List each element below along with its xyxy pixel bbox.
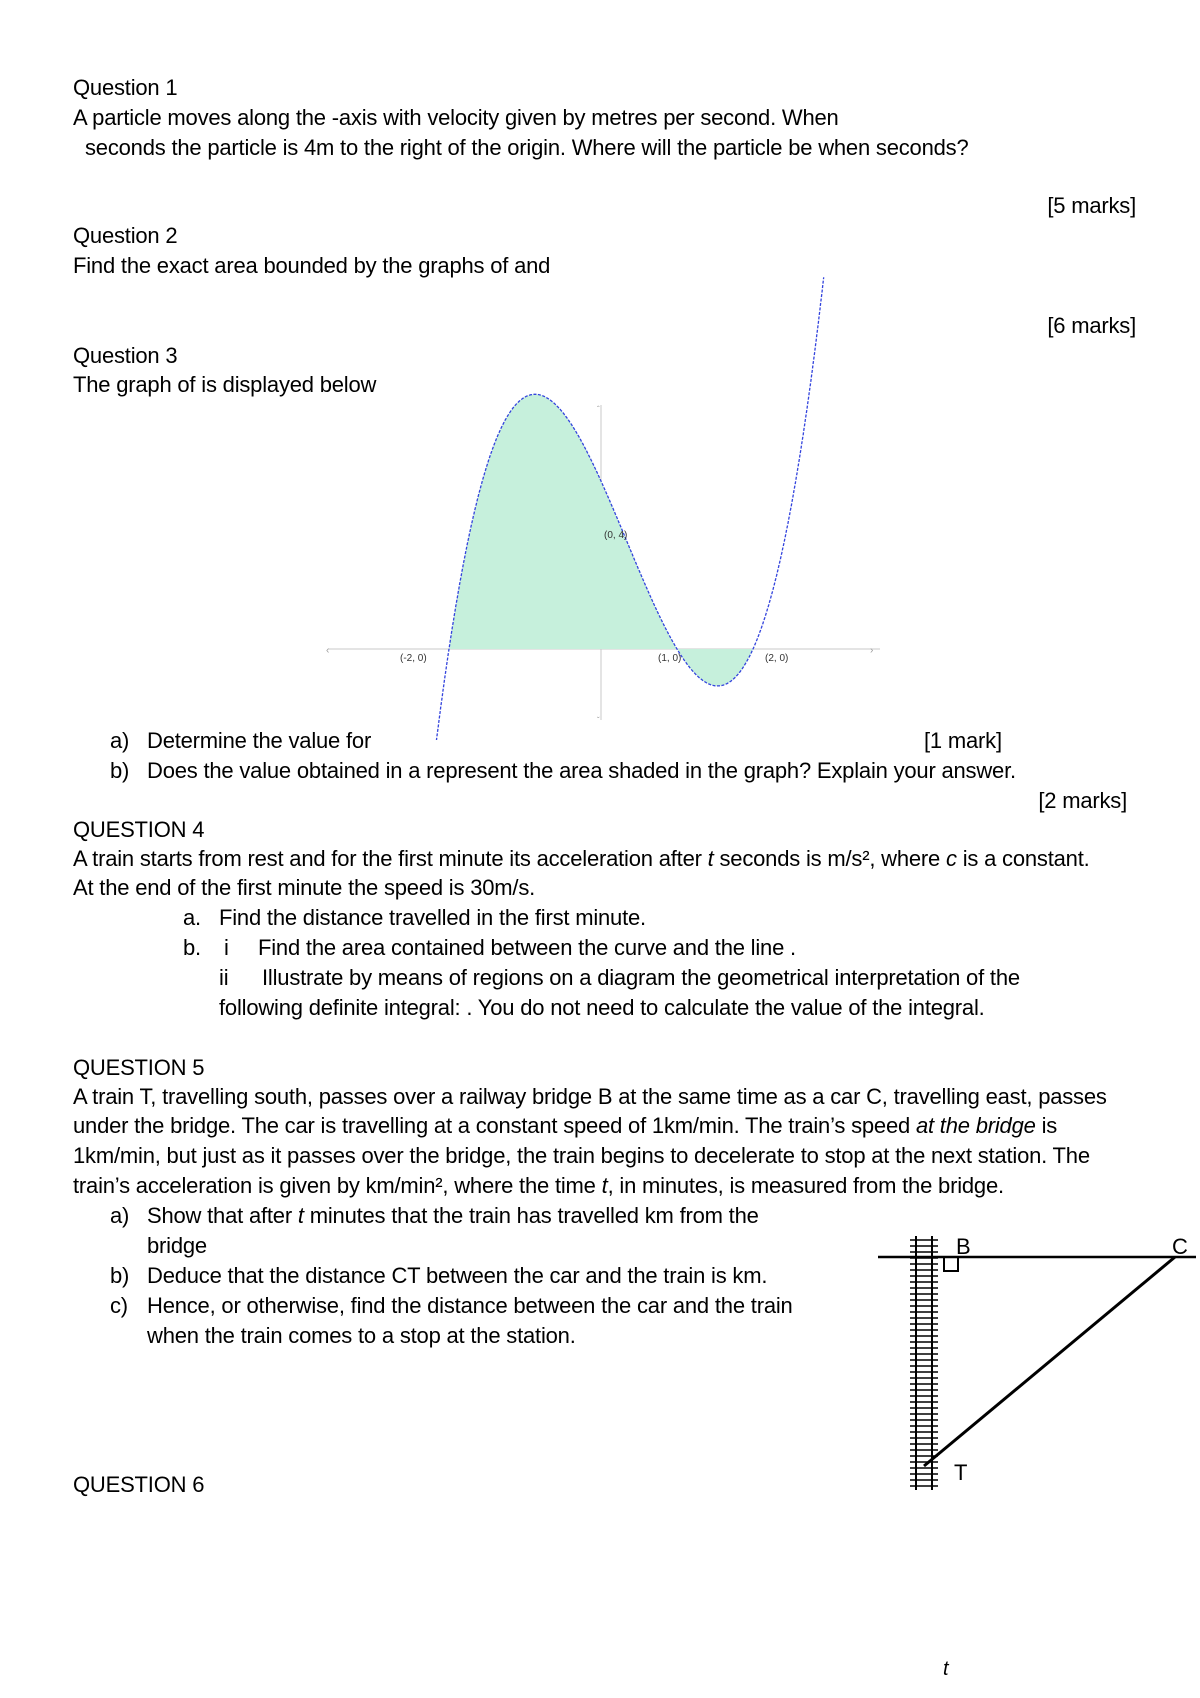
q4-line1-post: is a constant.	[956, 846, 1090, 871]
q5-line2-emphasis: at the bridge	[915, 1113, 1036, 1138]
q4-a-marker: a.	[183, 905, 201, 930]
q3-a-marker: a)	[110, 728, 130, 753]
q3-b-marks: [2 marks]	[1038, 788, 1127, 813]
q5-b-marker: b)	[110, 1263, 130, 1288]
q3-b-marker: b)	[110, 758, 130, 783]
q5-a-line2: bridge	[147, 1233, 207, 1258]
q1-line1: A particle moves along the -axis with velocity given by metres per second. When	[73, 105, 839, 130]
q4-a-text: Find the distance travelled in the first minute.	[219, 905, 646, 930]
q5-line1: A train T, travelling south, passes over a railway bridge B at the same time as a car C, travelling east, passes	[73, 1084, 1107, 1109]
q4-bi-text: Find the area contained between the curve and the line .	[258, 935, 796, 960]
cubic-graph	[0, 0, 1200, 740]
railway-track	[910, 1236, 938, 1490]
point-label-2-0: (2, 0)	[765, 653, 789, 664]
q5-a-pre: Show that after	[147, 1203, 298, 1228]
bridge-diagram	[860, 1220, 1200, 1520]
q3-heading: Question 3	[73, 343, 178, 368]
q5-c-marker: c)	[110, 1293, 128, 1318]
q4-bii-text: Illustrate by means of regions on a diagram the geometrical interpretation of the	[262, 965, 1020, 990]
label-t: T	[954, 1460, 968, 1485]
label-b: B	[956, 1234, 971, 1259]
q3-a-text: Determine the value for	[147, 728, 372, 753]
point-label-1-0: (1, 0)	[658, 653, 682, 664]
q4-line1	[73, 845, 1090, 873]
q4-heading: QUESTION 4	[73, 817, 205, 842]
q5-line2-post: is	[1035, 1113, 1058, 1138]
q1-marks: [5 marks]	[1047, 193, 1136, 218]
q5-line4-post: , in minutes, is measured from the bridge.	[607, 1173, 1004, 1198]
q5-line2	[73, 1112, 1057, 1140]
q3-b-text: Does the value obtained in a represent the area shaded in the graph? Explain your answer.	[147, 758, 1016, 783]
ct-line	[924, 1257, 1175, 1466]
q2-marks: [6 marks]	[1047, 313, 1136, 338]
q4-line1-pre: A train starts from rest and for the first minute its acceleration after	[73, 846, 708, 871]
point-label-0-4: (0, 4)	[604, 530, 628, 541]
q4-line1-mid: seconds is m/s², where	[713, 846, 946, 871]
q4-bi-marker: i	[224, 935, 229, 960]
q2-line1: Find the exact area bounded by the graphs of and	[73, 253, 551, 278]
q6-heading: QUESTION 6	[73, 1472, 205, 1497]
right-angle-marker	[944, 1257, 958, 1271]
q4-b-marker: b.	[183, 935, 201, 960]
q5-a-text	[147, 1202, 759, 1230]
q5-line4-pre: train’s acceleration is given by km/min², where the time	[73, 1173, 602, 1198]
q1-line2: seconds the particle is 4m to the right of the origin. Where will the particle be when seconds?	[85, 135, 969, 160]
x-axis-right-arrow: ›	[870, 645, 874, 656]
q4-var-c: c	[945, 846, 957, 871]
q5-c-line2: when the train comes to a stop at the station.	[147, 1323, 576, 1348]
railway-ties	[910, 1240, 938, 1486]
q3-line1: The graph of is displayed below	[73, 372, 377, 397]
q4-var-t: t	[707, 846, 714, 871]
y-axis-top-arrow: ˆ	[597, 405, 600, 414]
q3-a-marks: [1 mark]	[924, 728, 1002, 753]
point-label-neg2-0: (-2, 0)	[400, 653, 427, 664]
q5-var-t: t	[601, 1173, 608, 1198]
q5-c-text: Hence, or otherwise, find the distance between the car and the train	[147, 1293, 793, 1318]
q4-line2: At the end of the first minute the speed is 30m/s.	[73, 875, 536, 900]
q5-line4	[73, 1172, 1004, 1200]
q5-b-text: Deduce that the distance CT between the car and the train is km.	[147, 1263, 768, 1288]
q4-bii-marker: ii	[219, 965, 229, 990]
q5-a-post: minutes that the train has travelled km from the	[303, 1203, 759, 1228]
q2-heading: Question 2	[73, 223, 178, 248]
x-axis-left-arrow: ‹	[326, 645, 330, 656]
label-c: C	[1172, 1234, 1188, 1259]
q5-heading: QUESTION 5	[73, 1055, 205, 1080]
q4-bii-text2: following definite integral: . You do not need to calculate the value of the integral.	[219, 995, 985, 1020]
y-axis-bottom-arrow: ˇ	[597, 716, 600, 725]
q5-a-marker: a)	[110, 1203, 130, 1228]
q1-heading: Question 1	[73, 75, 178, 100]
q5-a-var-t: t	[297, 1203, 304, 1228]
q5-line2-pre: under the bridge. The car is travelling at a constant speed of 1km/min. The train’s speed	[73, 1113, 916, 1138]
footer-var-t: t	[943, 1658, 949, 1680]
q5-line3: 1km/min, but just as it passes over the bridge, the train begins to decelerate to stop at the next station. The	[73, 1143, 1090, 1168]
